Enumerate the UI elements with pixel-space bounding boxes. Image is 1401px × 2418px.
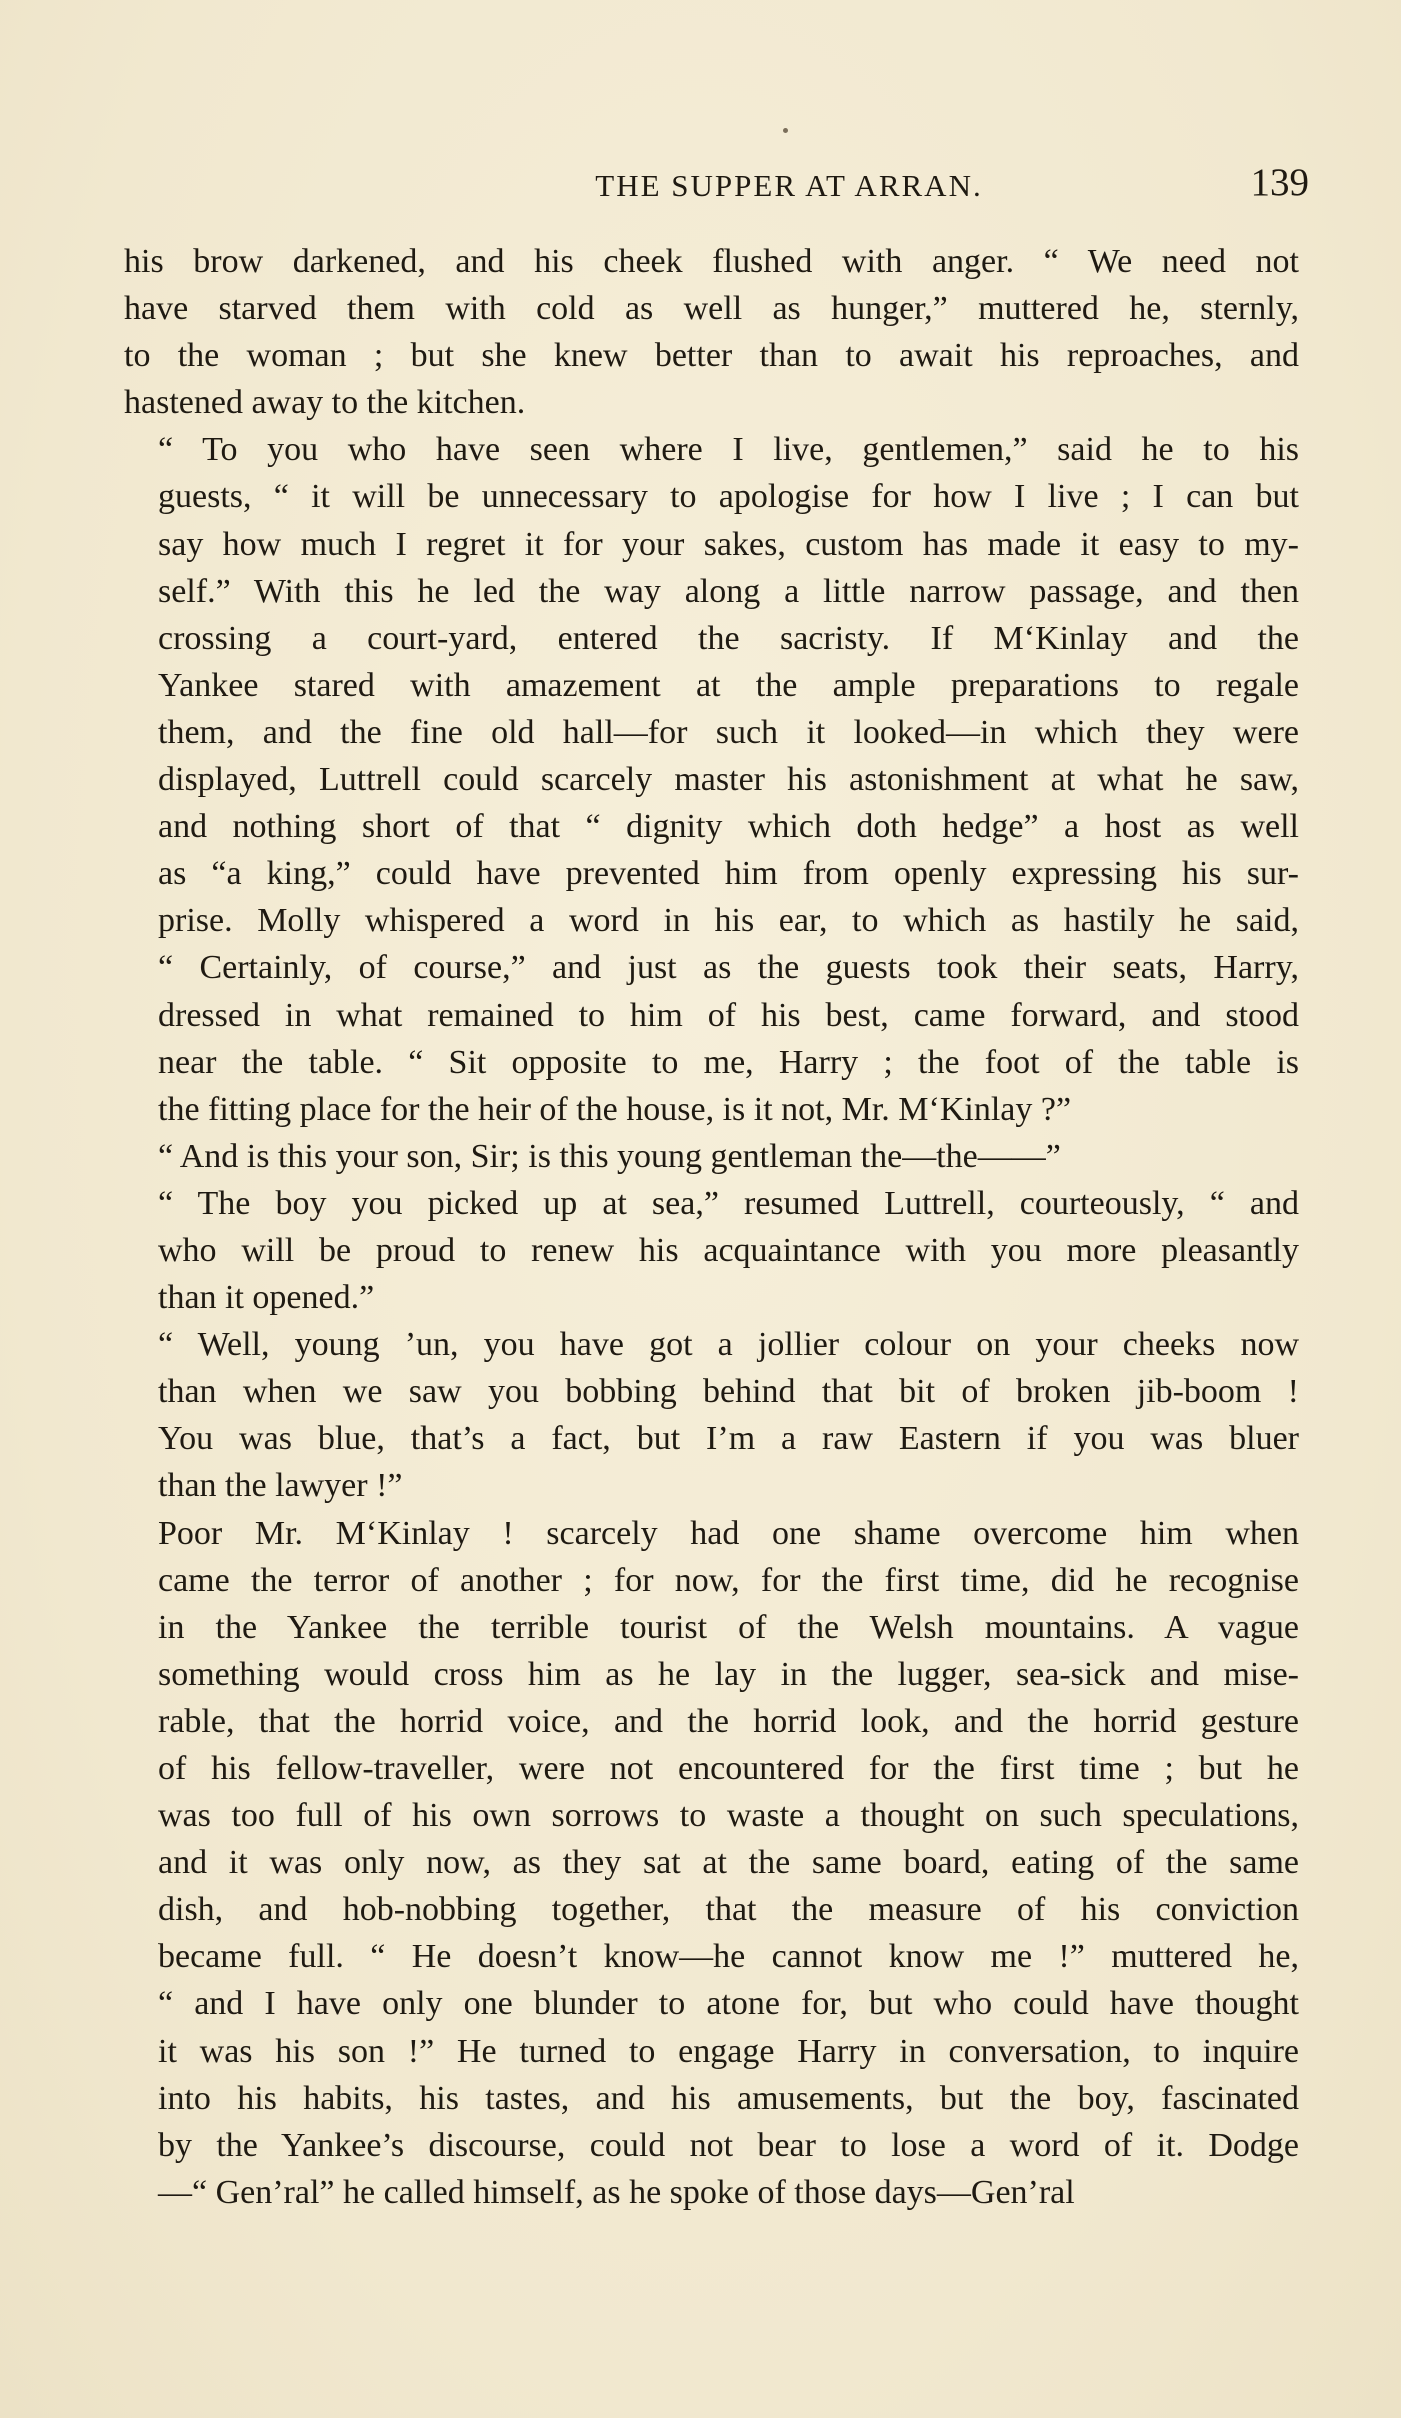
text-line: “ The boy you picked up at sea,” resumed Luttrell, courteously, “ and: [158, 1184, 1299, 1222]
text-line: prise. Molly whispered a word in his ear, to which as hastily he said,: [158, 902, 1299, 940]
text-line: something would cross him as he lay in the lugger, sea-sick and mise-: [158, 1655, 1299, 1693]
text-line: “ Certainly, of course,” and just as the guests took their seats, Harry,: [158, 949, 1299, 987]
text-line: “ Well, young ’un, you have got a jollier colour on your cheeks now: [158, 1326, 1299, 1364]
text-line: as “a king,” could have prevented him from openly expressing his sur-: [158, 855, 1299, 893]
text-line: —“ Gen’ral” he called himself, as he spoke of those days—Gen’ral: [158, 2173, 1075, 2211]
text-line: who will be proud to renew his acquaintance with you more pleasantly: [158, 1231, 1299, 1269]
text-line: the fitting place for the heir of the house, is it not, Mr. M‘Kinlay ?”: [158, 1090, 1072, 1128]
page-number: 139: [1250, 161, 1309, 204]
body-text: [124, 238, 1299, 2216]
text-line: of his fellow-traveller, were not encountered for the first time ; but he: [158, 1750, 1299, 1787]
text-line: “ And is this your son, Sir; is this young gentleman the—the——”: [158, 1137, 1061, 1175]
text-line: into his habits, his tastes, and his amusements, but the boy, fascinated: [158, 2079, 1299, 2117]
text-line: have starved them with cold as well as hunger,” muttered he, sternly,: [124, 290, 1299, 328]
text-line: than when we saw you bobbing behind that bit of broken jib-boom !: [158, 1373, 1299, 1411]
text-line: near the table. “ Sit opposite to me, Harry ; the foot of the table is: [158, 1043, 1299, 1081]
text-line: was too full of his own sorrows to waste a thought on such speculations,: [158, 1797, 1299, 1835]
text-line: rable, that the horrid voice, and the horrid look, and the horrid gesture: [158, 1702, 1299, 1740]
text-line: and it was only now, as they sat at the same board, eating of the same: [158, 1844, 1299, 1882]
text-line: than it opened.”: [158, 1279, 375, 1317]
text-line: dressed in what remained to him of his best, came forward, and stood: [158, 996, 1299, 1034]
paragraph: [124, 1321, 1299, 1509]
text-line: Yankee stared with amazement at the ample preparations to regale: [158, 666, 1299, 704]
text-line: hastened away to the kitchen.: [124, 384, 526, 422]
text-line: came the terror of another ; for now, for the first time, did he recognise: [158, 1561, 1299, 1599]
page-header: [124, 160, 1309, 210]
text-line: his brow darkened, and his cheek flushed with anger. “ We need not: [124, 243, 1299, 280]
text-line: You was blue, that’s a fact, but I’m a raw Eastern if you was bluer: [158, 1420, 1299, 1458]
text-line: and nothing short of that “ dignity which doth hedge” a host as well: [158, 808, 1299, 846]
text-line: say how much I regret it for your sakes, custom has made it easy to my-: [158, 525, 1299, 563]
text-line: displayed, Luttrell could scarcely master his astonishment at what he saw,: [158, 761, 1299, 799]
paragraph: [124, 1510, 1299, 2216]
text-line: self.” With this he led the way along a little narrow passage, and then: [158, 572, 1299, 610]
text-line: in the Yankee the terrible tourist of the Welsh mountains. A vague: [158, 1608, 1299, 1646]
text-line: it was his son !” He turned to engage Harry in conversation, to inquire: [158, 2032, 1299, 2070]
text-line: by the Yankee’s discourse, could not bear to lose a word of it. Dodge: [158, 2126, 1299, 2164]
text-line: them, and the fine old hall—for such it looked—in which they were: [158, 713, 1299, 751]
text-line: Poor Mr. M‘Kinlay ! scarcely had one shame overcome him when: [158, 1514, 1299, 1552]
text-line: “ To you who have seen where I live, gentlemen,” said he to his: [158, 431, 1299, 469]
text-line: “ and I have only one blunder to atone for, but who could have thought: [158, 1985, 1299, 2023]
printer-dot: [783, 128, 788, 133]
paragraph: [124, 1133, 1299, 1180]
text-line: crossing a court-yard, entered the sacristy. If M‘Kinlay and the: [158, 619, 1299, 657]
text-line: dish, and hob-nobbing together, that the measure of his conviction: [158, 1891, 1299, 1929]
text-line: to the woman ; but she knew better than to await his reproaches, and: [124, 337, 1299, 375]
text-line: became full. “ He doesn’t know—he cannot know me !” muttered he,: [158, 1938, 1299, 1976]
paragraph: [124, 426, 1299, 1132]
text-line: guests, “ it will be unnecessary to apologise for how I live ; I can but: [158, 478, 1299, 516]
running-head: THE SUPPER AT ARRAN.: [595, 168, 983, 203]
text-line: than the lawyer !”: [158, 1467, 403, 1505]
paragraph: [124, 1180, 1299, 1321]
paragraph: [124, 238, 1299, 426]
